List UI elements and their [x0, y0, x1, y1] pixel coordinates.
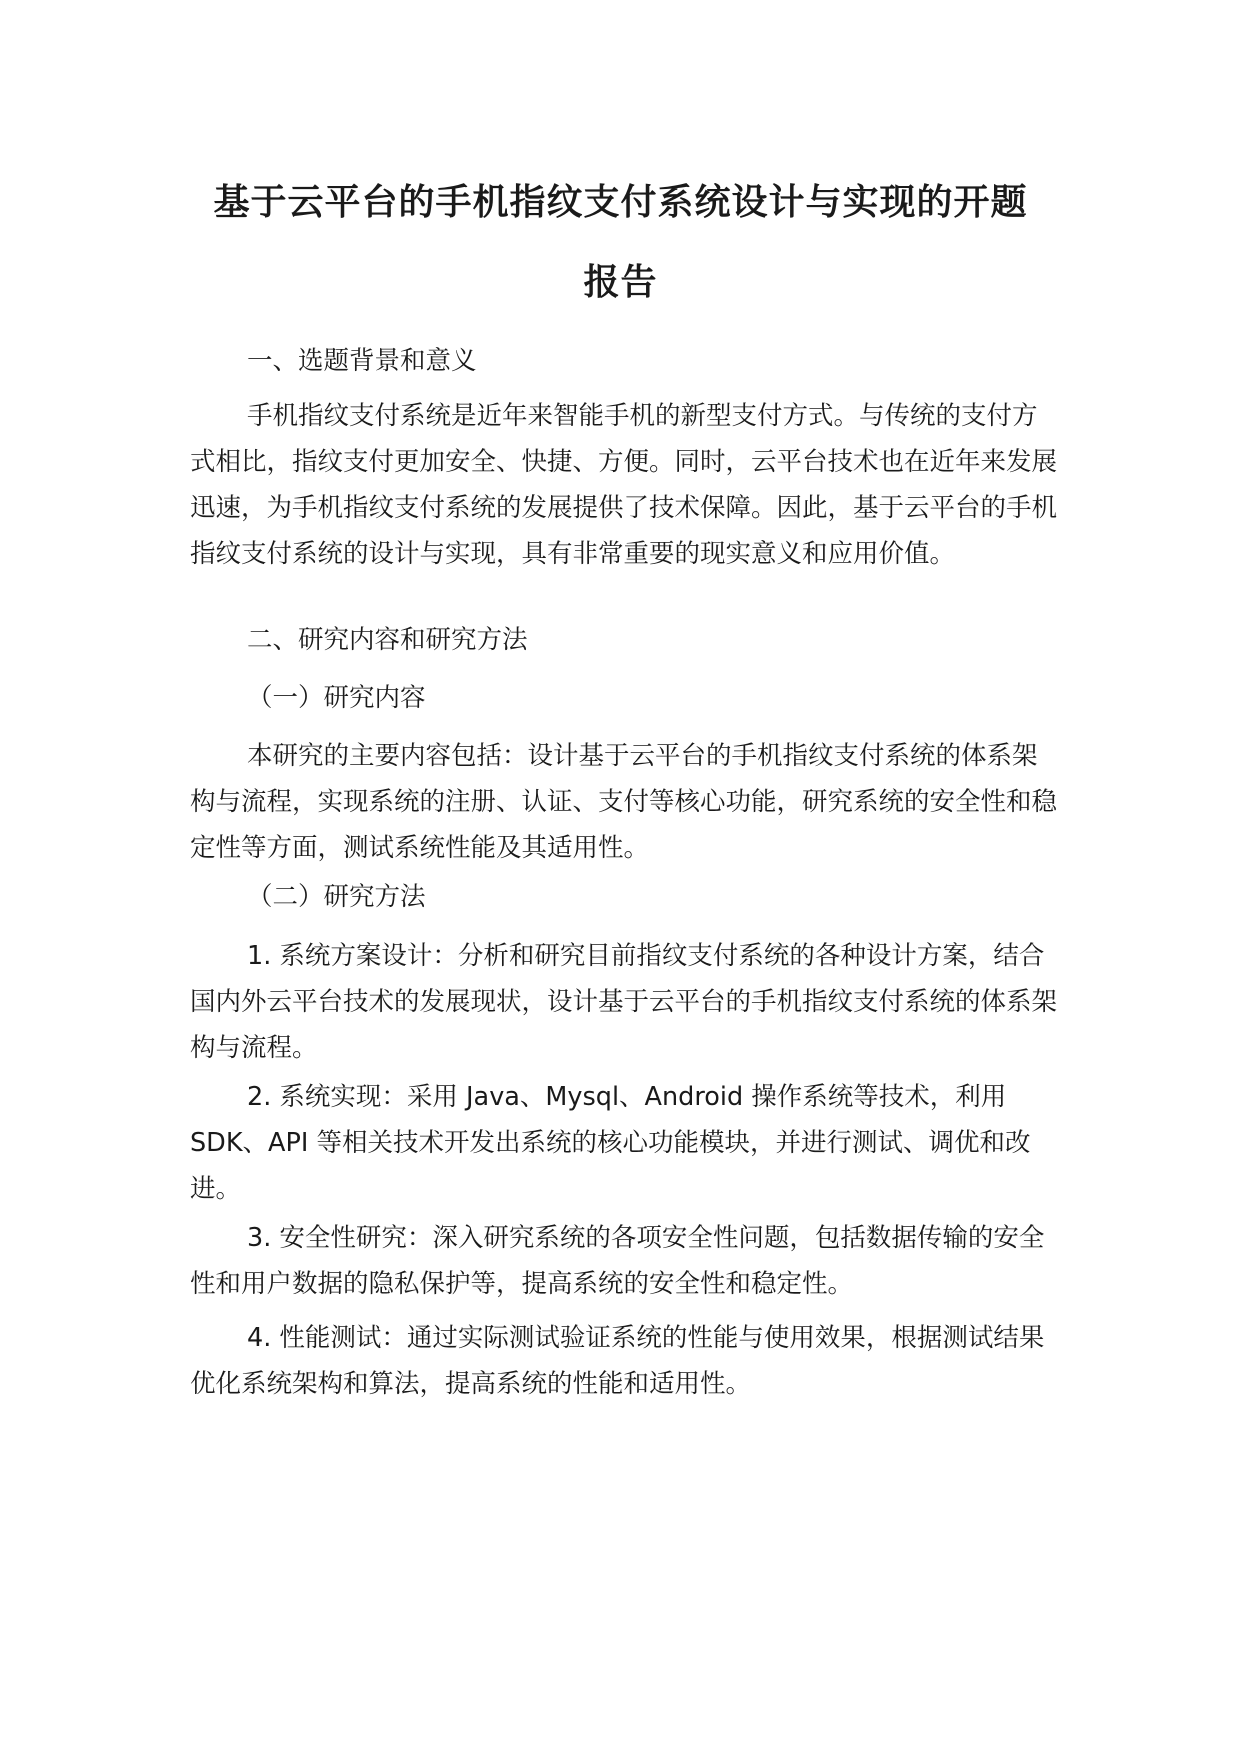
subsection-2-heading: （二）研究方法	[247, 882, 426, 912]
document-title-line-1: 基于云平台的手机指纹支付系统设计与实现的开题	[213, 182, 1028, 223]
section-1-heading: 一、选题背景和意义	[247, 346, 477, 376]
section-1-paragraph: 手机指纹支付系统是近年来智能手机的新型支付方式。与传统的支付方式相比，指纹支付更加安全、快捷、方便。同时，云平台技术也在近年来发展迅速，为手机指纹支付系统的发展提供了技术保障。因此，基于云平台的手机指纹支付系统的设计与实现，具有非常重要的现实意义和应用价值。	[190, 401, 1058, 569]
document-title-line-2: 报告	[583, 262, 658, 303]
method-item-1: 1. 系统方案设计：分析和研究目前指纹支付系统的各种设计方案，结合国内外云平台技术的发展现状，设计基于云平台的手机指纹支付系统的体系架构与流程。	[190, 941, 1058, 1063]
subsection-1-paragraph: 本研究的主要内容包括：设计基于云平台的手机指纹支付系统的体系架构与流程，实现系统的注册、认证、支付等核心功能，研究系统的安全性和稳定性等方面，测试系统性能及其适用性。	[190, 741, 1058, 863]
method-item-4: 4. 性能测试：通过实际测试验证系统的性能与使用效果，根据测试结果优化系统架构和算法，提高系统的性能和适用性。	[190, 1323, 1045, 1399]
section-2-heading: 二、研究内容和研究方法	[247, 625, 528, 655]
subsection-1-heading: （一）研究内容	[247, 683, 426, 713]
method-item-2: 2. 系统实现：采用 Java、Mysql、Android 操作系统等技术，利用 SDK、API 等相关技术开发出系统的核心功能模块，并进行测试、调优和改进。	[190, 1082, 1031, 1204]
method-item-3: 3. 安全性研究：深入研究系统的各项安全性问题，包括数据传输的安全性和用户数据的隐私保护等，提高系统的安全性和稳定性。	[190, 1223, 1045, 1299]
